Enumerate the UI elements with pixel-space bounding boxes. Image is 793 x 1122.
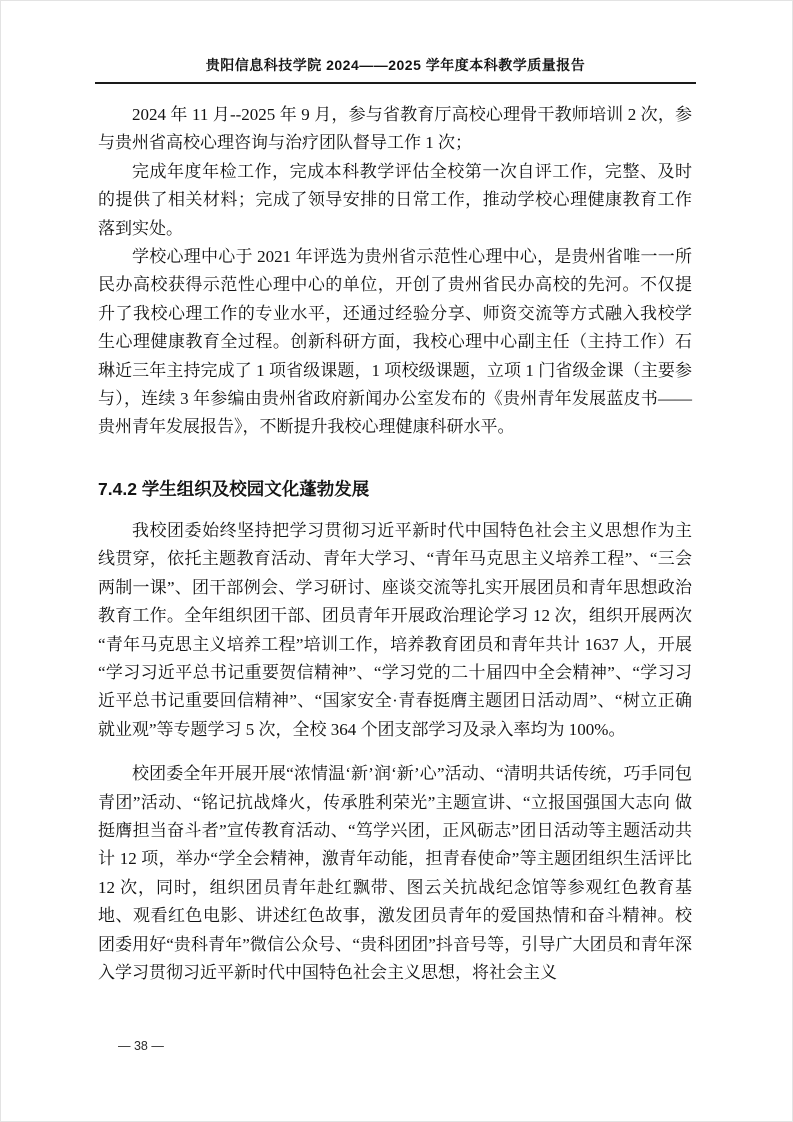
header-title: 贵阳信息科技学院 2024——2025 学年度本科教学质量报告 (205, 57, 586, 73)
document-body (98, 101, 692, 987)
section-heading: 7.4.2 学生组织及校园文化蓬勃发展 (98, 478, 370, 499)
paragraph: 2024 年 11 月--2025 年 9 月，参与省教育厅高校心理骨干教师培训 2 次，参与贵州省高校心理咨询与治疗团队督导工作 1 次； (98, 105, 692, 153)
page-number: — 38 — (118, 1039, 164, 1053)
paragraph: 完成年度年检工作，完成本科教学评估全校第一次自评工作，完整、及时的提供了相关材料；完成了领导安排的日常工作，推动学校心理健康教育工作落到实处。 (98, 161, 692, 238)
paragraph: 学校心理中心于 2021 年评选为贵州省示范性心理中心，是贵州省唯一一所民办高校获得示范性心理中心的单位，开创了贵州省民办高校的先河。不仅提升了我校心理工作的专业水平，还通过经验分享、师资交流等方式融入我校学生心理健康教育全过程。创新科研方面，我校心理中心副主任（主持工作）石琳近三年主持完成了 1 项省级课题，1 项校级课题，立项 1 门省级金课（主要参与），连续 3 年参编由贵州省政府新闻办公室发布的《贵州青年发展蓝皮书——贵州青年发展报告》，不断提升我校心理健康科研水平。 (98, 247, 692, 437)
paragraph: 校团委全年开展开展“浓情温‘新’润‘新’心”活动、“清明共话传统，巧手同包青团”活动、“铭记抗战烽火，传承胜利荣光”主题宣讲、“立报国强国大志向 做挺膺担当奋斗者”宣传教育活动、“笃学兴团，正风砺志”团日活动等主题活动共计 12 项，举办“学全会精神，激青年动能，担青春使命”等主题团组织生活评比 12 次，同时，组织团员青年赴红飘带、图云关抗战纪念馆等参观红色教育基地、观看红色电影、讲述红色故事，激发团员青年的爱国热情和奋斗精神。校团委用好“贵科青年”微信公众号、“贵科团团”抖音号等，引导广大团员和青年深入学习贯彻习近平新时代中国特色社会主义思想，将社会主义 (98, 764, 692, 982)
paragraph: 我校团委始终坚持把学习贯彻习近平新时代中国特色社会主义思想作为主线贯穿，依托主题教育活动、青年大学习、“青年马克思主义培养工程”、“三会两制一课”、团干部例会、学习研讨、座谈交流等扎实开展团员和青年思想政治教育工作。全年组织团干部、团员青年开展政治理论学习 12 次，组织开展两次“青年马克思主义培养工程”培训工作，培养教育团员和青年共计 1637 人，开展“学习习近平总书记重要贺信精神”、“学习党的二十届四中全会精神”、“学习习近平总书记重要回信精神”、“国家安全·青春挺膺主题团日活动周”、“树立正确就业观”等专题学习 5 次，全校 364 个团支部学习及录入率均为 100%。 (98, 520, 692, 739)
page-header (95, 55, 696, 84)
